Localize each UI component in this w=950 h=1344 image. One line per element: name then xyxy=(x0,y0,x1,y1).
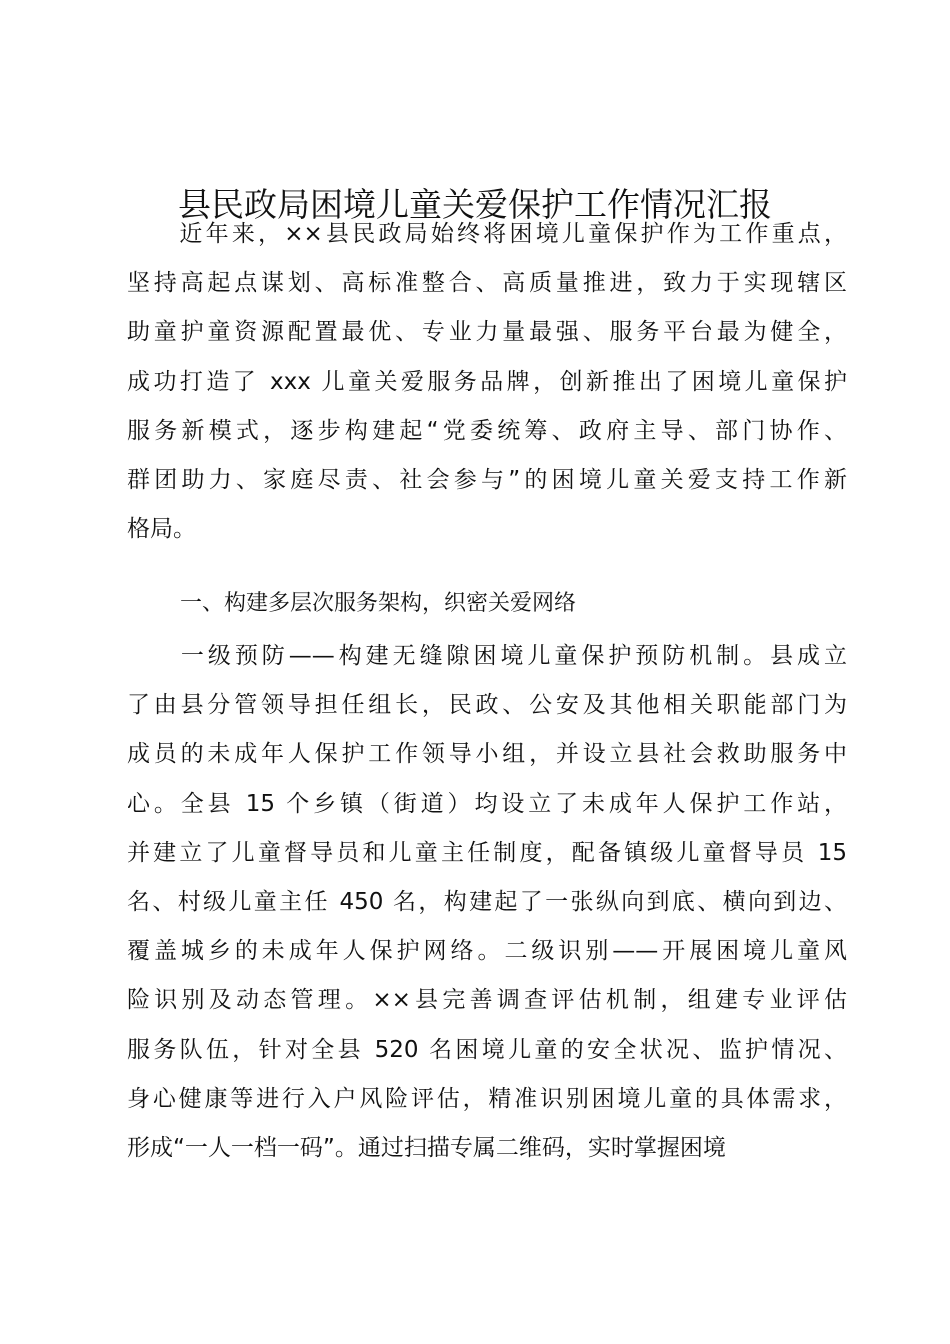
text-line: 近年来，××县民政局始终将困境儿童保护作为工作重点， xyxy=(127,221,847,247)
text-line: 险识别及动态管理。××县完善调查评估机制，组建专业评估 xyxy=(127,987,847,1014)
document-title: 县民政局困境儿童关爱保护工作情况汇报 xyxy=(178,185,772,224)
text-line: 格局。 xyxy=(127,516,196,543)
text-line: 群团助力、家庭尽责、社会参与”的困境儿童关爱支持工作新 xyxy=(127,467,847,494)
section1-paragraph xyxy=(127,632,847,1173)
text-line: 心。全县 15 个乡镇（街道）均设立了未成年人保护工作站， xyxy=(127,790,847,817)
text-line: 覆盖城乡的未成年人保护网络。二级识别——开展困境儿童风 xyxy=(127,938,847,965)
text-line: 成功打造了 xxx 儿童关爱服务品牌，创新推出了困境儿童保护 xyxy=(127,368,847,395)
text-line: 身心健康等进行入户风险评估，精准识别困境儿童的具体需求， xyxy=(127,1085,847,1112)
text-line: 服务队伍，针对全县 520 名困境儿童的安全状况、监护情况、 xyxy=(127,1036,847,1063)
text-line: 助童护童资源配置最优、专业力量最强、服务平台最为健全， xyxy=(127,319,847,346)
text-line: 坚持高起点谋划、高标准整合、高质量推进，致力于实现辖区 xyxy=(127,270,847,297)
text-line: 服务新模式，逐步构建起“党委统筹、政府主导、部门协作、 xyxy=(127,417,847,444)
text-line: 成员的未成年人保护工作领导小组，并设立县社会救助服务中 xyxy=(127,741,847,768)
text-line: 名、村级儿童主任 450 名，构建起了一张纵向到底、横向到边、 xyxy=(127,889,847,916)
text-line: 了由县分管领导担任组长，民政、公安及其他相关职能部门为 xyxy=(127,692,847,719)
text-line: 一级预防——构建无缝隙困境儿童保护预防机制。县成立 xyxy=(127,643,847,669)
section-heading: 一、构建多层次服务架构，织密关爱网络 xyxy=(180,591,577,616)
text-line: 并建立了儿童督导员和儿童主任制度，配备镇级儿童督导员 15 xyxy=(127,839,847,866)
intro-paragraph xyxy=(127,210,847,554)
text-line: 形成“一人一档一码”。通过扫描专属二维码，实时掌握困境 xyxy=(127,1135,726,1162)
